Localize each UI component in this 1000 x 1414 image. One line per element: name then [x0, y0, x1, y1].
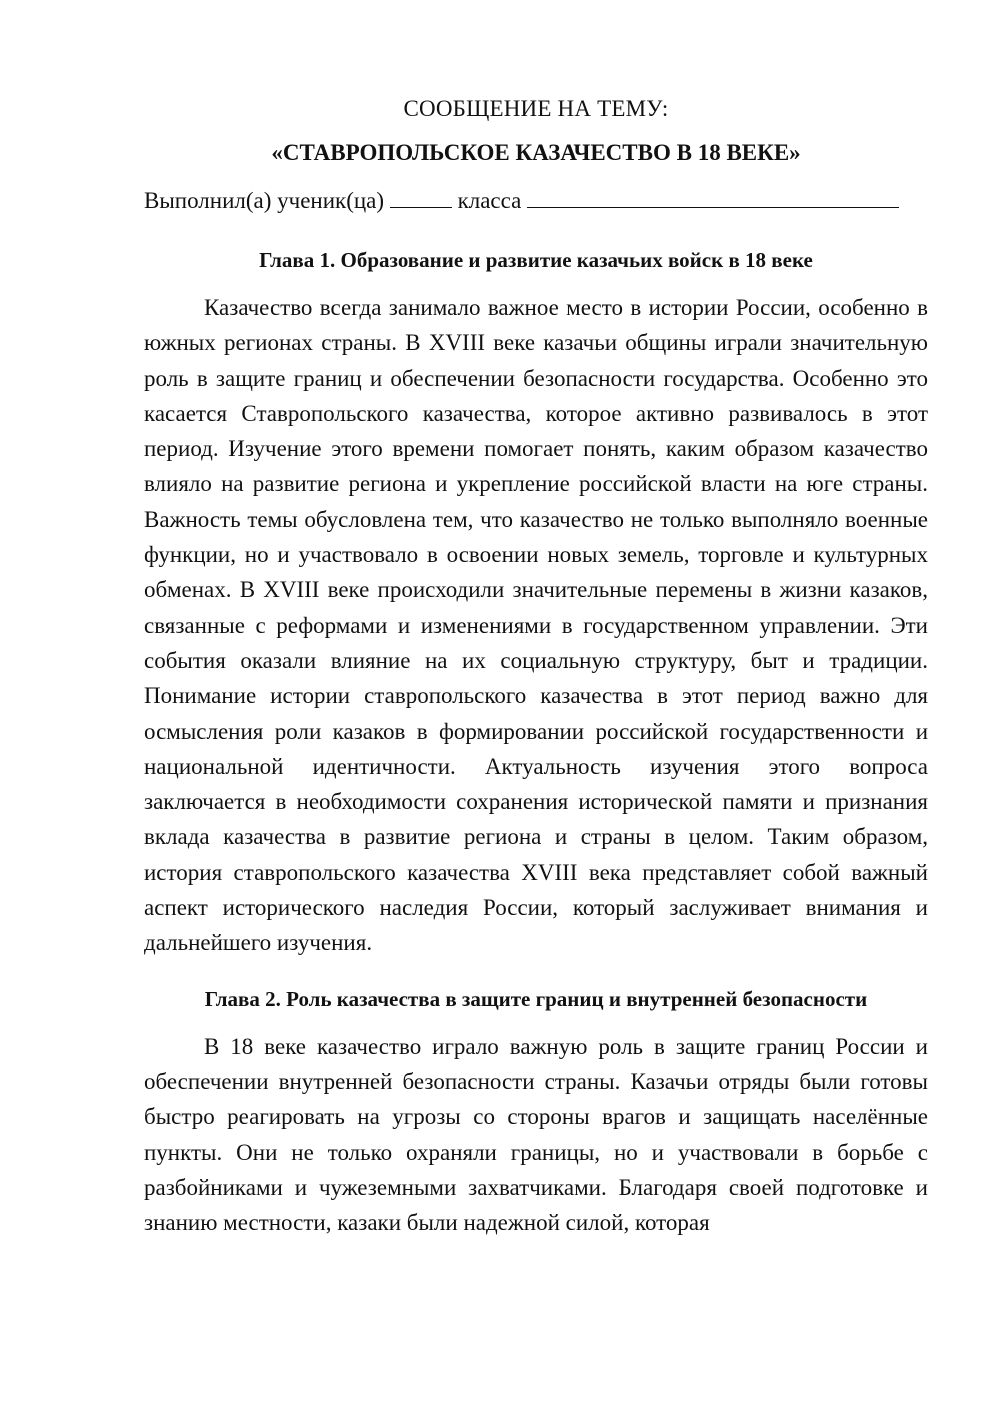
student-name-blank — [527, 187, 899, 208]
document-page — [144, 92, 928, 1240]
class-word: класса — [457, 188, 522, 213]
chapter-1-paragraph: Казачество всегда занимало важное место в истории России, особенно в южных регионах страны. В XVIII веке казачьи общины играли значительную роль в защите границ и обеспечении безопасности государства. Особенно это касается Ставропольского казачества, которое активно развивалось в этот период. Изучение этого времени помогает понять, каким образом казачество влияло на развитие региона и укрепление российской власти на юге страны. Важность темы обусловлена тем, что казачество не только выполняло военные функции, но и участвовало в освоении новых земель, торговле и культурных обменах. В XVIII веке происходили значительные перемены в жизни казаков, связанные с реформами и изменениями в государственном управлении. Эти события оказали влияние на их социальную структуру, быт и традиции. Понимание истории ставропольского казачества в этот период важно для осмысления роли казаков в формировании российской государственности и национальной идентичности. Актуальность изучения этого вопроса заключается в необходимости сохранения исторической памяти и признания вклада казачества в развитие региона и страны в целом. Таким образом, история ставропольского казачества XVIII века представляет собой важный аспект исторического наследия России, который заслуживает внимания и дальнейшего изучения. — [144, 295, 928, 956]
author-line — [144, 184, 928, 218]
class-number-blank — [390, 187, 452, 208]
chapter-2-paragraph: В 18 веке казачество играло важную роль в защите границ России и обеспечении внутренней безопасности страны. Казачьи отряды были готовы быстро реагировать на угрозы со стороны врагов и защищать населённые пункты. Они не только охраняли границы, но и участвовали в борьбе с разбойниками и чужеземными захватчиками. Благодаря своей подготовке и знанию местности, казаки были надежной силой, которая — [144, 1033, 928, 1236]
document-title: «СТАВРОПОЛЬСКОЕ КАЗАЧЕСТВО В 18 ВЕКЕ» — [271, 140, 801, 165]
topic-label: СООБЩЕНИЕ НА ТЕМУ: — [403, 96, 669, 121]
chapter-2-heading: Глава 2. Роль казачества в защите границ и внутренней безопасности — [204, 986, 868, 1011]
author-prefix: Выполнил(а) ученик(ца) — [144, 188, 385, 213]
chapter-1-heading: Глава 1. Образование и развитие казачьих войск в 18 веке — [259, 248, 813, 272]
